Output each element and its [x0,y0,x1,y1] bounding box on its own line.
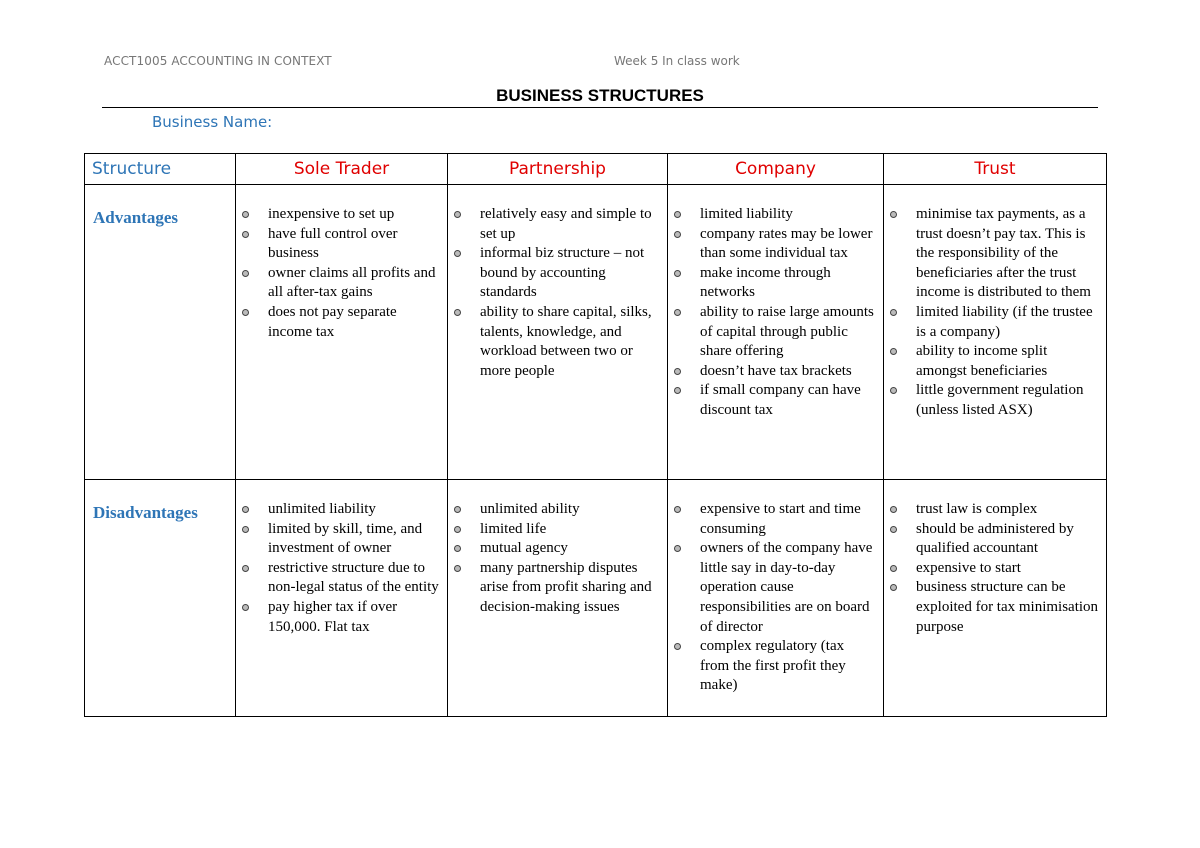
table-row-advantages [85,185,1107,480]
cell-trust-advantages [884,185,1107,480]
list-item: relatively easy and simple to set up [454,205,661,244]
list-item: ability to share capital, silks, talents, knowledge, and workload between two or more people [454,303,661,381]
list-item: owners of the company have little say in day-to-day operation cause responsibilities are on board of director [674,539,877,637]
course-header: ACCT1005 ACCOUNTING IN CONTEXT [104,54,332,68]
bullet-list [884,185,1106,421]
list-item: pay higher tax if over 150,000. Flat tax [242,598,441,637]
page-title: BUSINESS STRUCTURES [496,86,704,105]
list-item: ability to raise large amounts of capital through public share offering [674,303,877,362]
bullet-list [668,480,883,696]
list-item: unlimited ability [454,500,661,520]
column-header-partnership: Partnership [448,154,668,185]
cell-sole-trader-advantages [236,185,448,480]
business-name-label: Business Name: [152,113,273,131]
business-structures-table [84,153,1107,717]
table-row-disadvantages [85,480,1107,717]
list-item: unlimited liability [242,500,441,520]
bullet-list [448,185,667,381]
bullet-list [448,480,667,618]
list-item: limited by skill, time, and investment of owner [242,520,441,559]
list-item: informal biz structure – not bound by accounting standards [454,244,661,303]
list-item: complex regulatory (tax from the first profit they make) [674,637,877,696]
list-item: limited liability (if the trustee is a company) [890,303,1100,342]
list-item: if small company can have discount tax [674,381,877,420]
list-item: mutual agency [454,539,661,559]
list-item: does not pay separate income tax [242,303,441,342]
list-item: make income through networks [674,264,877,303]
bullet-list [884,480,1106,637]
cell-sole-trader-disadvantages [236,480,448,717]
column-header-structure: Structure [85,154,236,185]
column-header-company: Company [668,154,884,185]
cell-partnership-disadvantages [448,480,668,717]
list-item: little government regulation (unless listed ASX) [890,381,1100,420]
list-item: should be administered by qualified accountant [890,520,1100,559]
list-item: owner claims all profits and all after-tax gains [242,264,441,303]
bullet-list [236,480,447,637]
cell-company-disadvantages [668,480,884,717]
bullet-list [668,185,883,421]
list-item: business structure can be exploited for tax minimisation purpose [890,578,1100,637]
row-label-disadvantages: Disadvantages [85,480,236,717]
cell-company-advantages [668,185,884,480]
list-item: expensive to start and time consuming [674,500,877,539]
list-item: many partnership disputes arise from profit sharing and decision-making issues [454,559,661,618]
list-item: have full control over business [242,225,441,264]
list-item: doesn’t have tax brackets [674,362,877,382]
cell-trust-disadvantages [884,480,1107,717]
header-rule [102,107,1098,108]
table-header-row [85,154,1107,185]
column-header-trust: Trust [884,154,1107,185]
list-item: ability to income split amongst beneficiaries [890,342,1100,381]
cell-partnership-advantages [448,185,668,480]
row-label-advantages: Advantages [85,185,236,480]
list-item: restrictive structure due to non-legal status of the entity [242,559,441,598]
list-item: inexpensive to set up [242,205,441,225]
list-item: limited life [454,520,661,540]
list-item: trust law is complex [890,500,1100,520]
column-header-sole-trader: Sole Trader [236,154,448,185]
list-item: limited liability [674,205,877,225]
list-item: company rates may be lower than some individual tax [674,225,877,264]
list-item: expensive to start [890,559,1100,579]
week-header: Week 5 In class work [614,54,740,68]
list-item: minimise tax payments, as a trust doesn’t pay tax. This is the responsibility of the beneficiaries after the trust income is distributed to them [890,205,1100,303]
bullet-list [236,185,447,342]
